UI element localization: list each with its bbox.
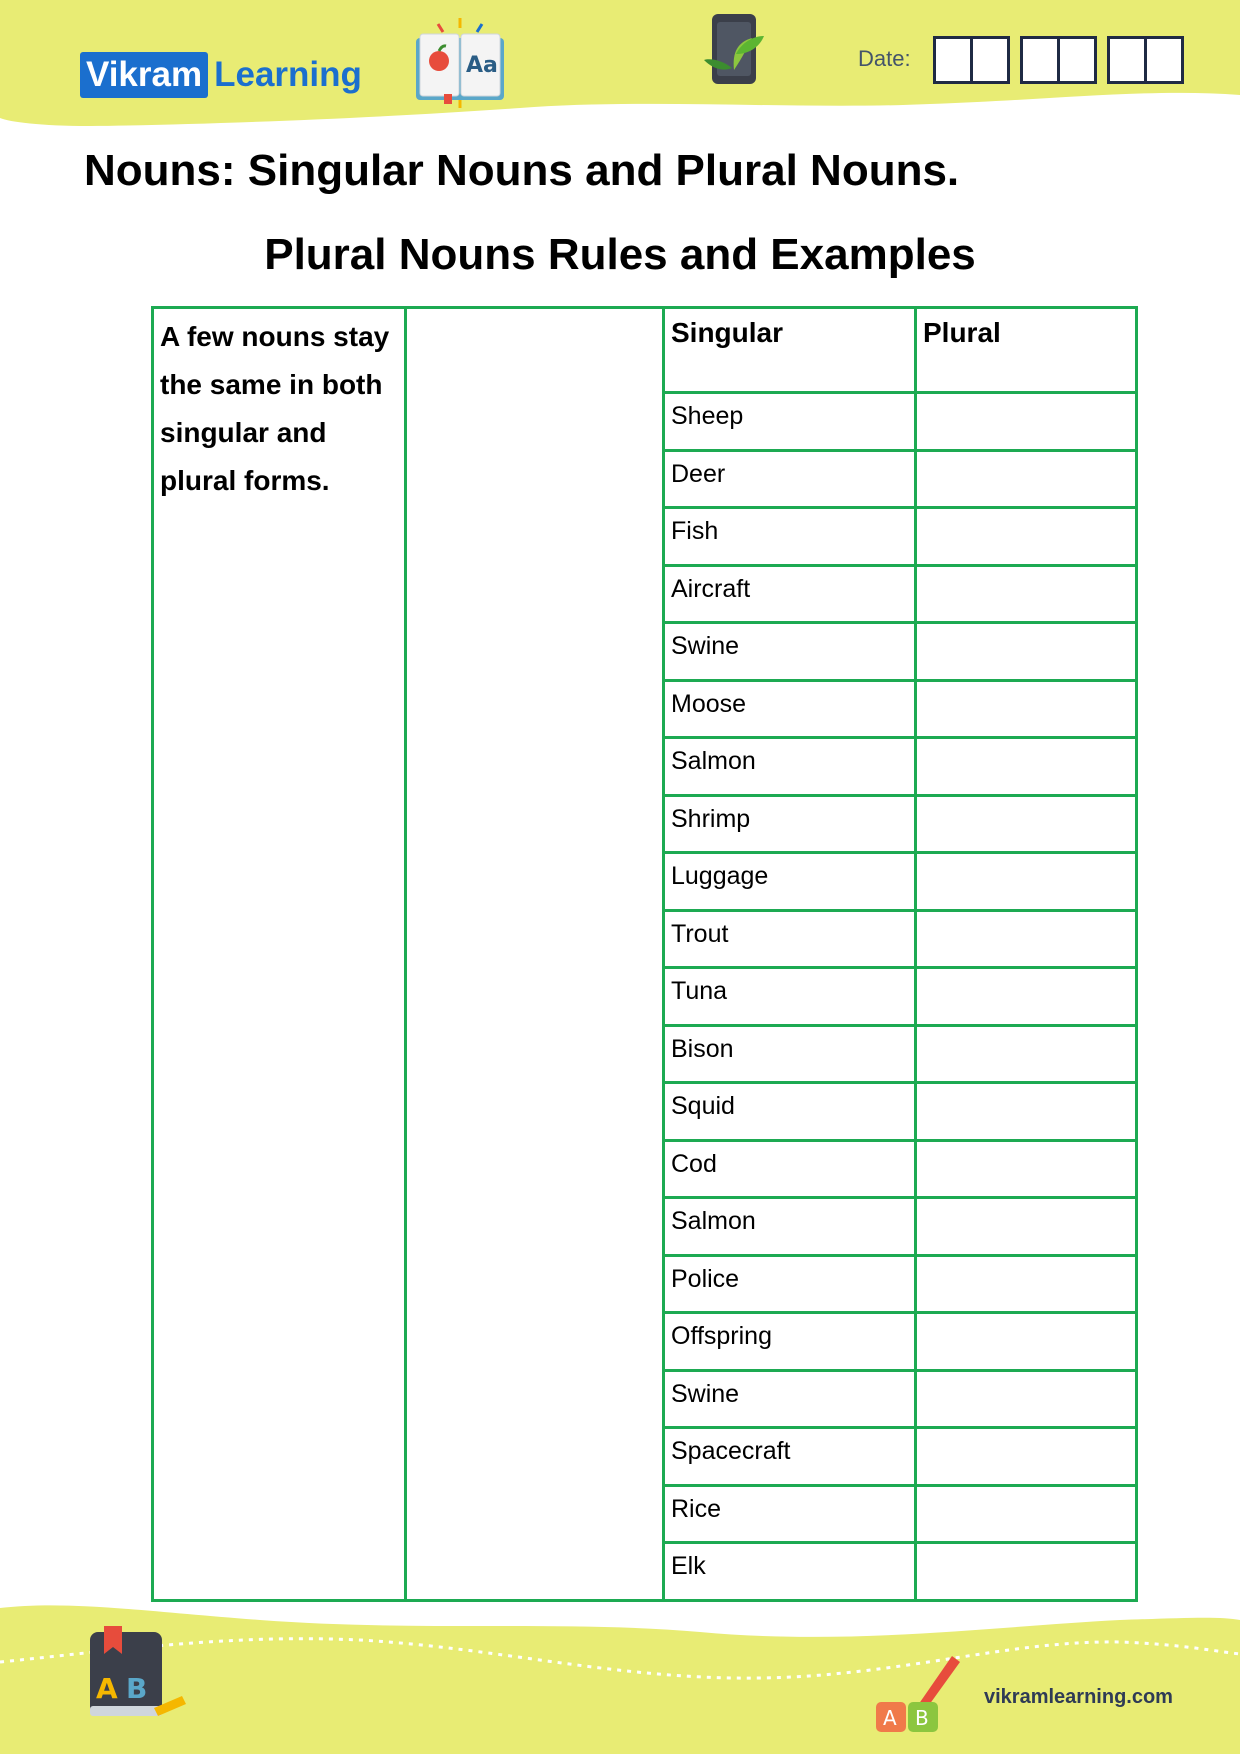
plural-answer-cell[interactable]: [916, 853, 1137, 911]
logo-text: Learning: [214, 55, 362, 94]
singular-cell: Luggage: [664, 853, 916, 911]
singular-cell: Elk: [664, 1543, 916, 1601]
plural-header: Plural: [916, 308, 1137, 393]
plural-answer-cell[interactable]: [916, 1255, 1137, 1313]
singular-cell: Deer: [664, 450, 916, 508]
date-digit-box[interactable]: [1144, 36, 1184, 84]
singular-header: Singular: [664, 308, 916, 393]
singular-cell: Fish: [664, 508, 916, 566]
svg-text:A: A: [96, 1672, 118, 1705]
ab-blocks-pencil-icon: [872, 1650, 962, 1736]
singular-cell: Squid: [664, 1083, 916, 1141]
plural-answer-cell[interactable]: [916, 1083, 1137, 1141]
plural-nouns-table: [151, 306, 1138, 1602]
singular-cell: Trout: [664, 910, 916, 968]
singular-cell: Shrimp: [664, 795, 916, 853]
singular-cell: Salmon: [664, 738, 916, 796]
plural-answer-cell[interactable]: [916, 1313, 1137, 1371]
singular-cell: Swine: [664, 1370, 916, 1428]
singular-cell: Rice: [664, 1485, 916, 1543]
blank-column[interactable]: [406, 308, 664, 1601]
logo-box-text: Vikram: [80, 52, 208, 98]
singular-cell: Swine: [664, 623, 916, 681]
date-month-group[interactable]: [1020, 36, 1097, 84]
plural-answer-cell[interactable]: [916, 738, 1137, 796]
date-digit-box[interactable]: [1107, 36, 1147, 84]
page-title: Nouns: Singular Nouns and Plural Nouns.: [84, 146, 960, 195]
open-book-icon: [410, 16, 510, 108]
plural-answer-cell[interactable]: [916, 1543, 1137, 1601]
plural-answer-cell[interactable]: [916, 795, 1137, 853]
plural-answer-cell[interactable]: [916, 508, 1137, 566]
svg-text:A: A: [883, 1706, 897, 1730]
footer-site-link[interactable]: vikramlearning.com: [984, 1686, 1173, 1708]
plural-answer-cell[interactable]: [916, 1140, 1137, 1198]
plural-answer-cell[interactable]: [916, 1428, 1137, 1486]
plural-answer-cell[interactable]: [916, 1198, 1137, 1256]
date-day-group[interactable]: [933, 36, 1010, 84]
plural-answer-cell[interactable]: [916, 623, 1137, 681]
singular-cell: Tuna: [664, 968, 916, 1026]
plural-answer-cell[interactable]: [916, 1025, 1137, 1083]
plural-answer-cell[interactable]: [916, 680, 1137, 738]
singular-cell: Sheep: [664, 393, 916, 451]
date-label: Date:: [858, 46, 911, 71]
plural-answer-cell[interactable]: [916, 1370, 1137, 1428]
plural-answer-cell[interactable]: [916, 1485, 1137, 1543]
date-digit-box[interactable]: [933, 36, 973, 84]
singular-cell: Aircraft: [664, 565, 916, 623]
date-input-boxes[interactable]: [933, 36, 1194, 84]
plural-answer-cell[interactable]: [916, 910, 1137, 968]
plural-answer-cell[interactable]: [916, 393, 1137, 451]
svg-text:B: B: [915, 1706, 929, 1730]
plural-answer-cell[interactable]: [916, 968, 1137, 1026]
vikram-learning-logo[interactable]: [80, 52, 362, 98]
singular-cell: Salmon: [664, 1198, 916, 1256]
singular-cell: Moose: [664, 680, 916, 738]
singular-cell: Cod: [664, 1140, 916, 1198]
plural-answer-cell[interactable]: [916, 450, 1137, 508]
date-digit-box[interactable]: [970, 36, 1010, 84]
svg-text:B: B: [126, 1672, 148, 1705]
rule-text: A few nouns stay the same in both singular and plural forms.: [153, 308, 406, 1601]
table-header-row: [153, 308, 1137, 393]
page-subtitle: Plural Nouns Rules and Examples: [264, 230, 976, 279]
phone-plant-icon: [702, 12, 770, 86]
singular-cell: Police: [664, 1255, 916, 1313]
svg-text:Aa: Aa: [466, 53, 498, 78]
date-digit-box[interactable]: [1020, 36, 1060, 84]
plural-answer-cell[interactable]: [916, 565, 1137, 623]
date-year-group[interactable]: [1107, 36, 1184, 84]
date-digit-box[interactable]: [1057, 36, 1097, 84]
singular-cell: Spacecraft: [664, 1428, 916, 1486]
singular-cell: Bison: [664, 1025, 916, 1083]
singular-cell: Offspring: [664, 1313, 916, 1371]
ab-book-icon: [84, 1624, 188, 1720]
